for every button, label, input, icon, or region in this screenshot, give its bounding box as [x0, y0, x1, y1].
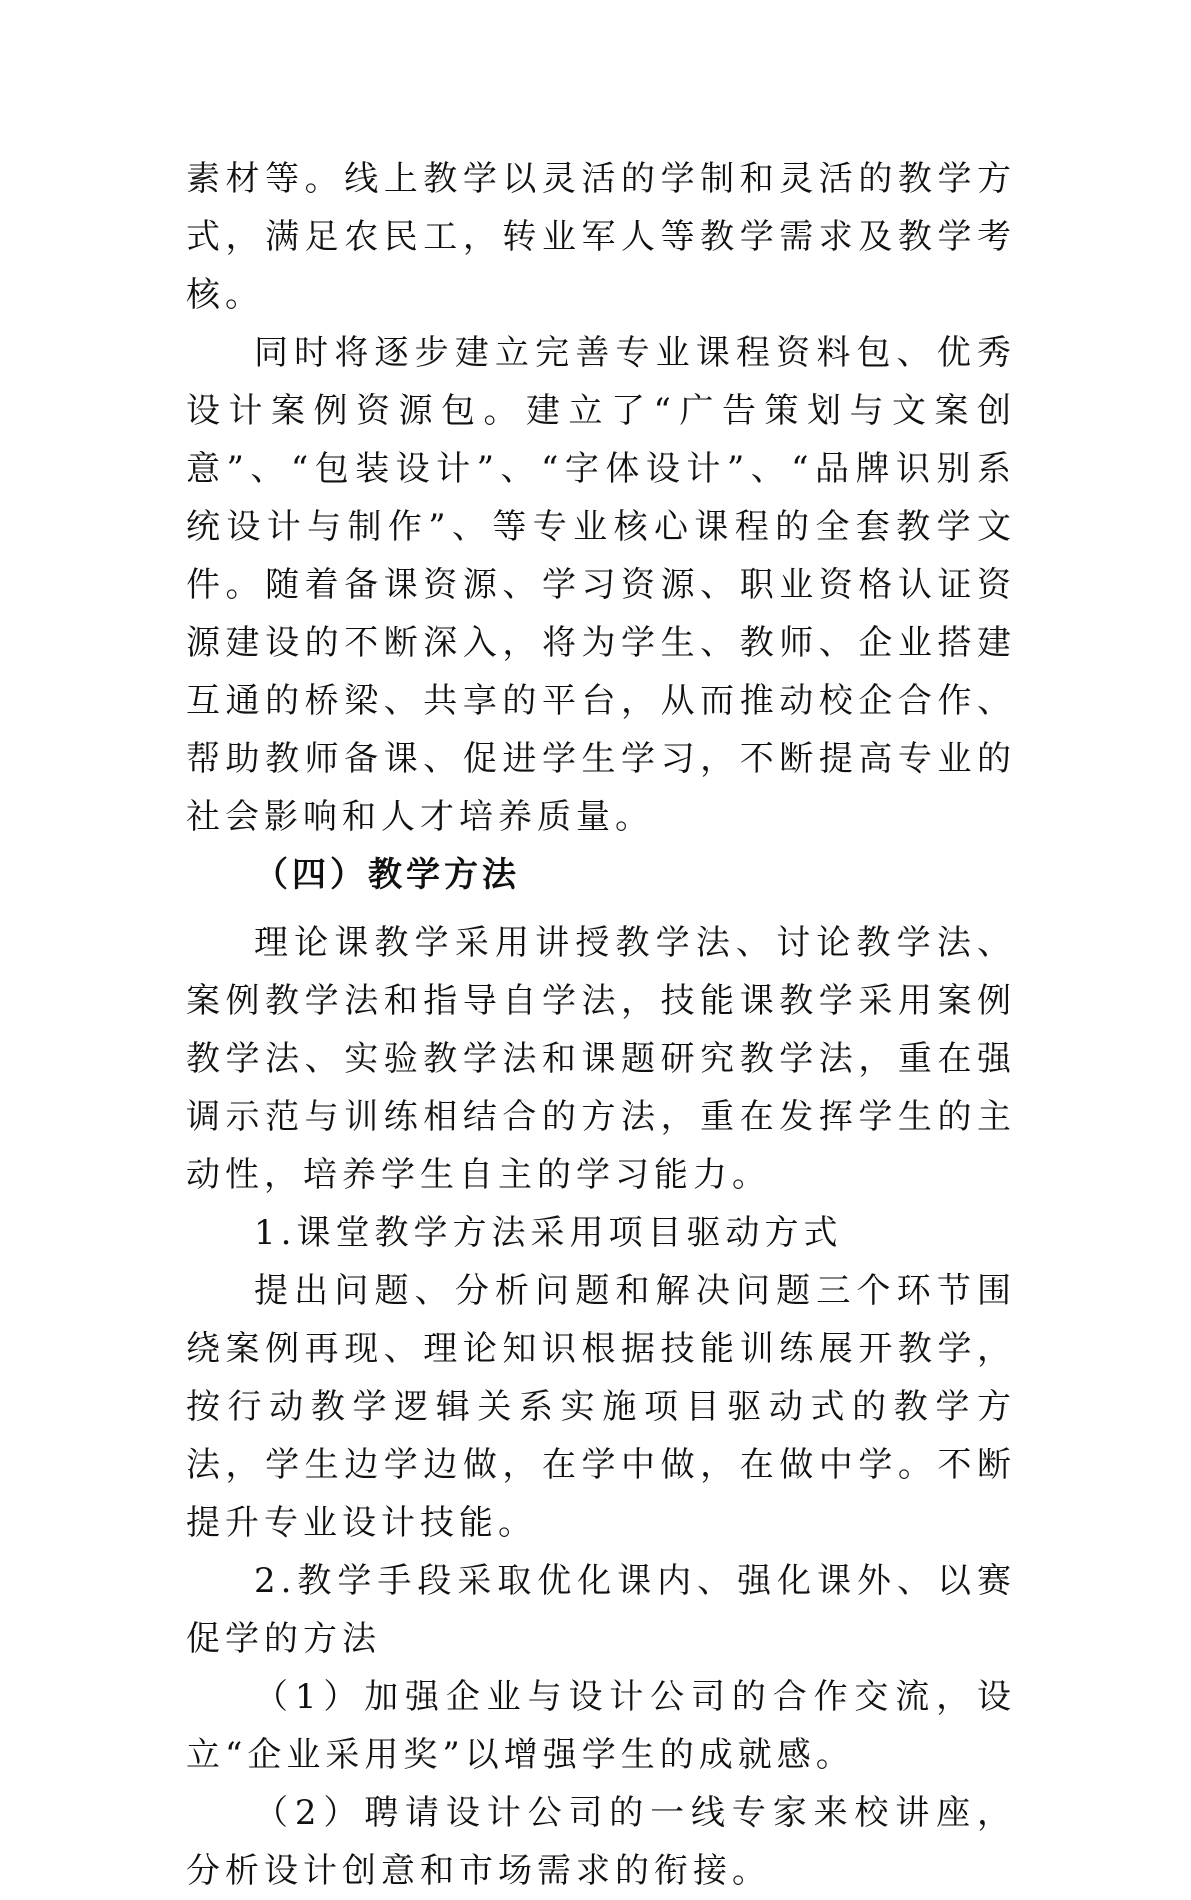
- document-body: [186, 150, 1016, 1900]
- sub-item-2: （2）聘请设计公司的一线专家来校讲座，分析设计创意和市场需求的衔接。: [186, 1793, 1016, 1891]
- list-item-1-title: 1.课堂教学方法采用项目驱动方式: [254, 1213, 843, 1253]
- section-heading-teaching-methods: （四）教学方法: [254, 855, 520, 895]
- paragraph-theory-methods: 理论课教学采用讲授教学法、讨论教学法、案例教学法和指导自学法，技能课教学采用案例教学法、实验教学法和课题研究教学法，重在强调示范与训练相结合的方法，重在发挥学生的主动性，培养学生自主的学习能力。: [186, 923, 1016, 1195]
- paragraph-resource-packages: 同时将逐步建立完善专业课程资料包、优秀设计案例资源包。建立了“广告策划与文案创意”、“包装设计”、“字体设计”、“品牌识别系统设计与制作”、等专业核心课程的全套教学文件。随着备课资源、学习资源、职业资格认证资源建设的不断深入，将为学生、教师、企业搭建互通的桥梁、共享的平台，从而推动校企合作、帮助教师备课、促进学生学习，不断提高专业的社会影响和人才培养质量。: [186, 333, 1016, 837]
- list-item-2-title: 2.教学手段采取优化课内、强化课外、以赛促学的方法: [186, 1561, 1016, 1659]
- sub-item-1: （1）加强企业与设计公司的合作交流，设立“企业采用奖”以增强学生的成就感。: [186, 1677, 1016, 1775]
- paragraph-online-teaching: 素材等。线上教学以灵活的学制和灵活的教学方式，满足农民工，转业军人等教学需求及教学考核。: [186, 159, 1016, 315]
- paragraph-project-driven: 提出问题、分析问题和解决问题三个环节围绕案例再现、理论知识根据技能训练展开教学，按行动教学逻辑关系实施项目驱动式的教学方法，学生边学边做，在学中做，在做中学。不断提升专业设计技能。: [186, 1271, 1016, 1543]
